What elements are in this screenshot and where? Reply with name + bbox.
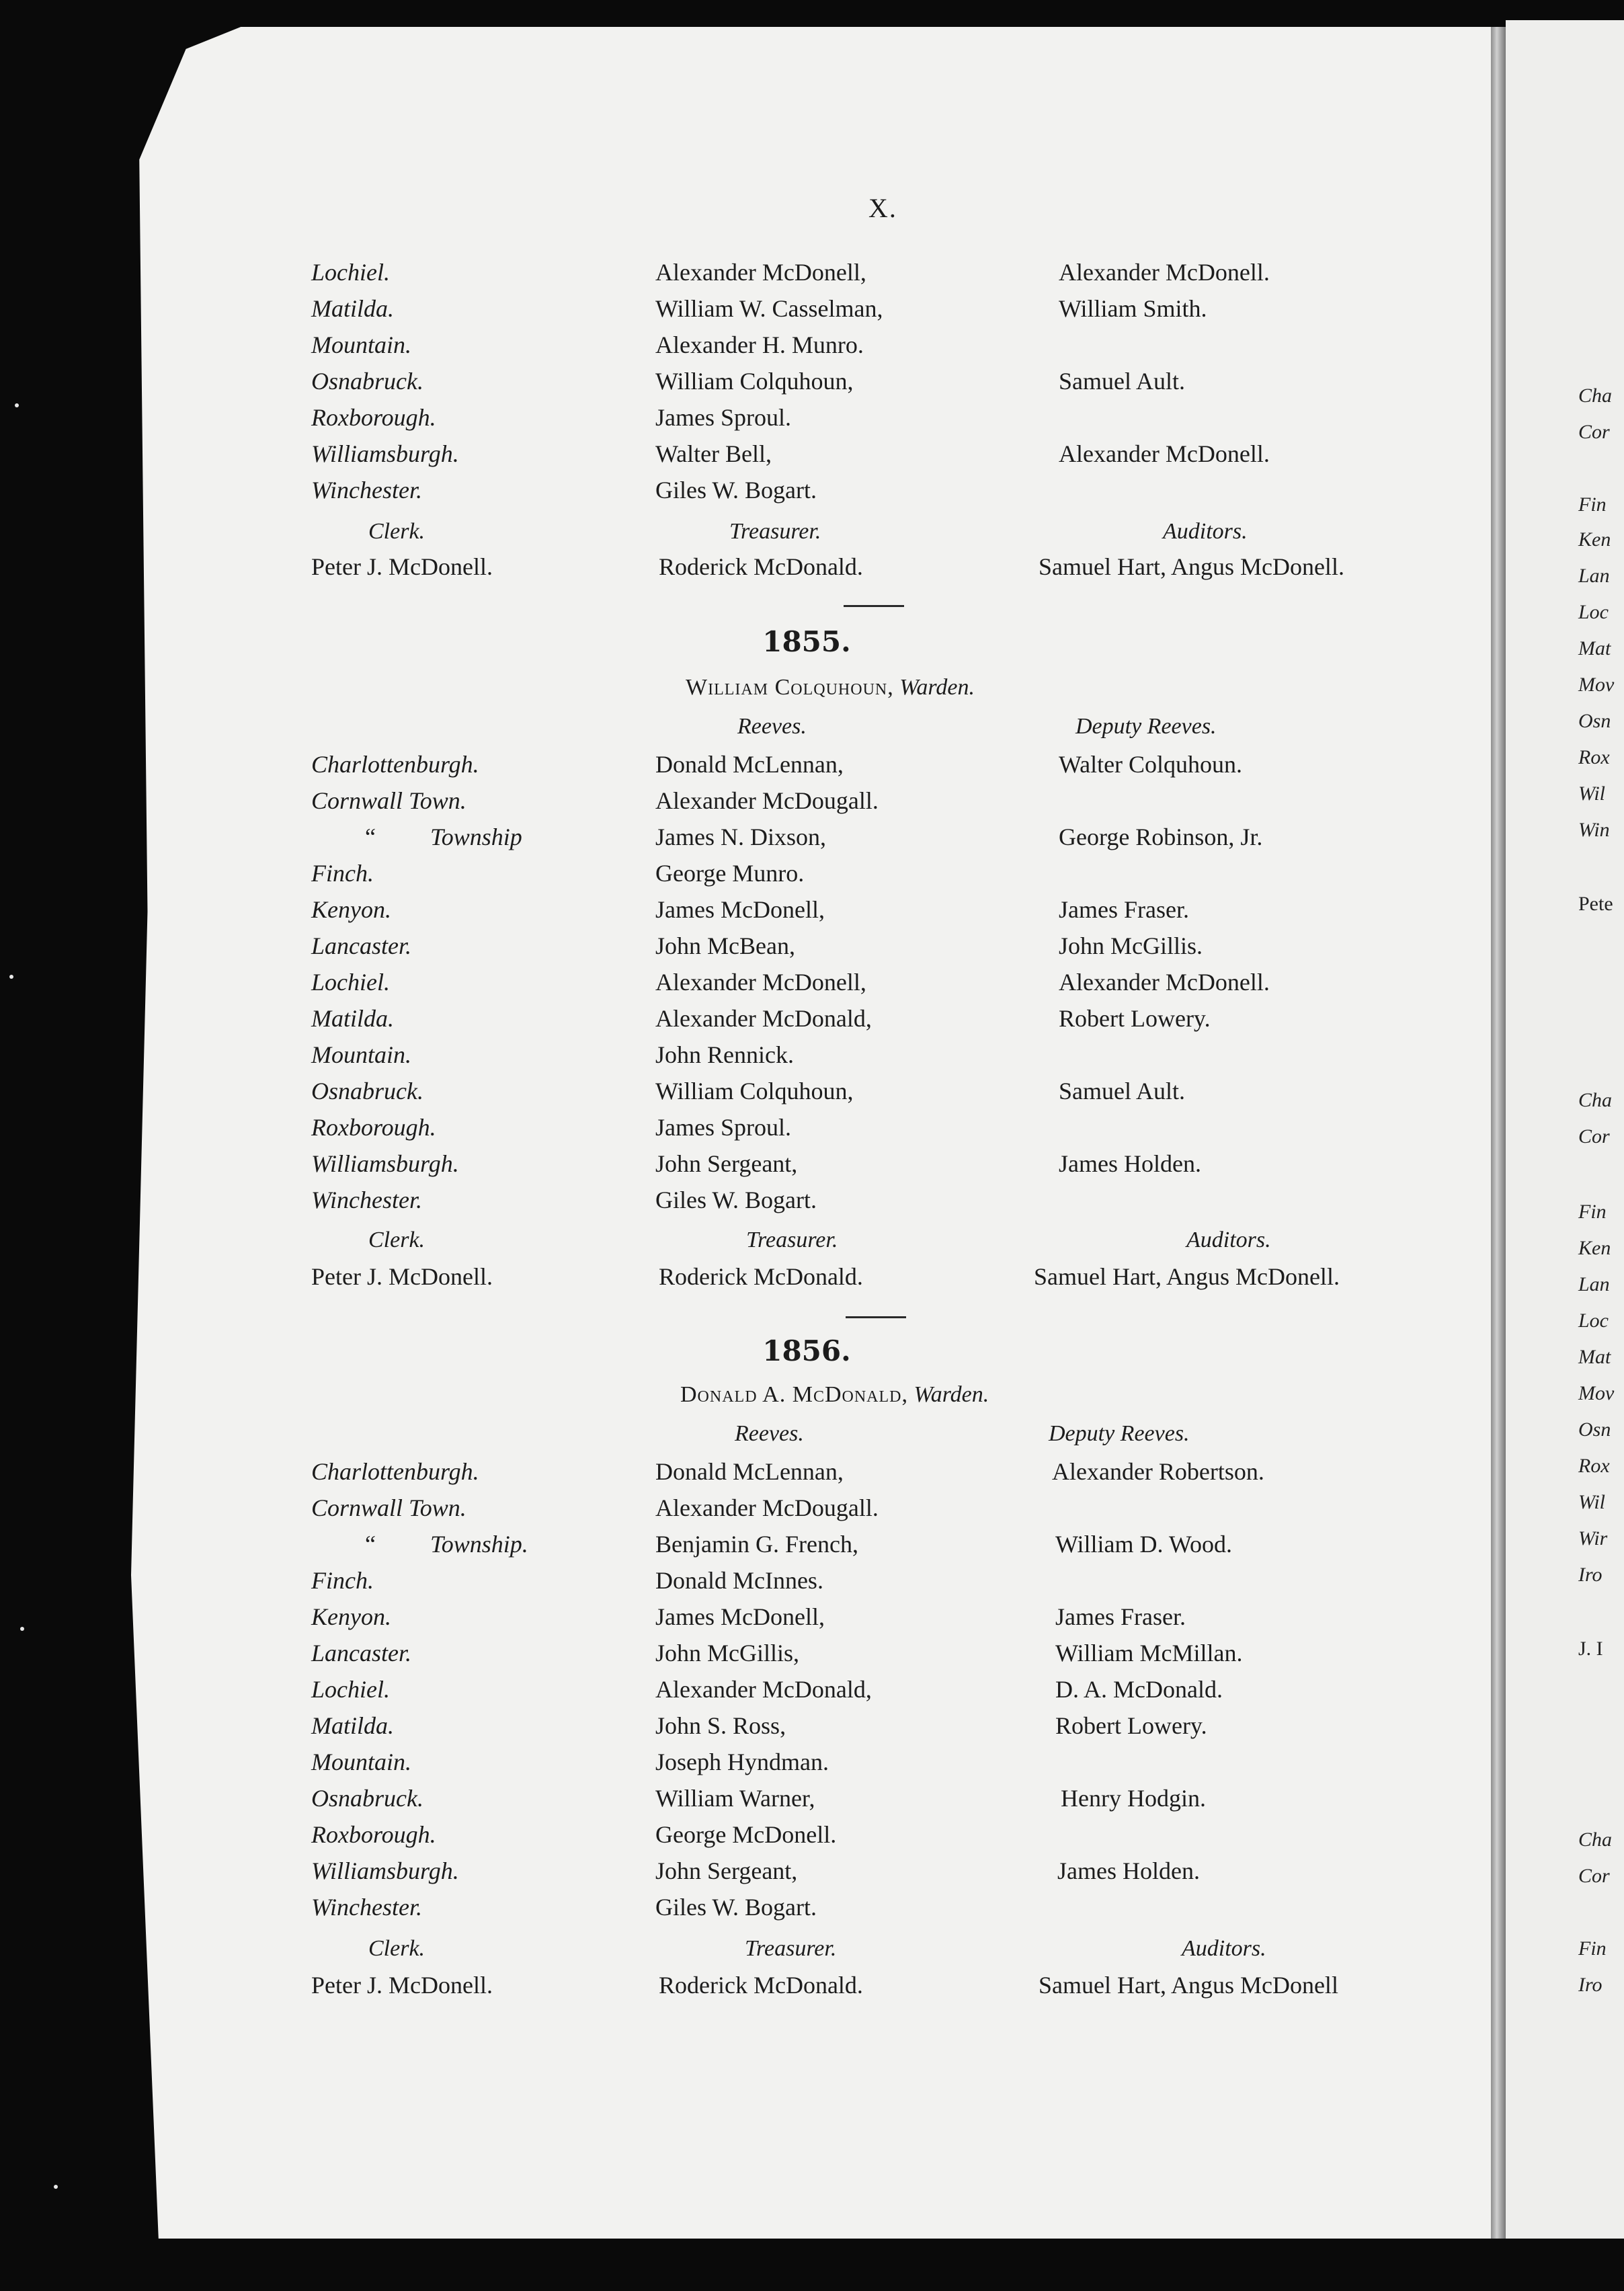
reeve-name: John Sergeant, [655,1150,798,1177]
clerk-name: Peter J. McDonell. [311,1972,493,1999]
reeve-name: Alexander H. Munro. [655,331,864,358]
warden-name: William Colquhoun, [686,675,894,700]
treasurer-name: Roderick McDonald. [659,1263,863,1290]
table-row [0,1457,1506,1494]
reeves-heading: Reeves. [735,1421,804,1446]
township-name: Williamsburgh. [311,440,459,467]
treasurer-heading: Treasurer. [745,1936,837,1961]
fragment-text: Mov [1578,674,1615,696]
table-row [0,1530,1506,1566]
reeve-name: John McGillis, [655,1640,800,1666]
fragment-text: Cor [1578,421,1610,443]
reeve-name: George McDonell. [655,1821,837,1848]
deputy-reeve-name: Alexander Robertson. [1052,1458,1264,1485]
table-row [0,932,1506,968]
fragment-text: Pete [1578,893,1613,915]
table-row [0,1675,1506,1712]
township-name: Osnabruck. [311,368,423,395]
officer-headings [0,1936,1506,1972]
reeve-name: William Warner, [655,1785,815,1812]
deputy-reeve-name: Robert Lowery. [1059,1005,1211,1032]
fragment-text: Mat [1578,637,1611,659]
treasurer-heading: Treasurer. [729,519,821,544]
table-row [0,1077,1506,1113]
township-name: Charlottenburgh. [311,1458,479,1485]
reeve-name: William W. Casselman, [655,295,883,322]
fragment-text: Cha [1578,1828,1613,1851]
township-name: Lochiel. [311,259,390,286]
fragment-text: Mat [1578,1346,1611,1368]
table-row [0,476,1506,512]
table-row [0,750,1506,787]
fragment-text: Fin [1578,1201,1607,1223]
table-row [0,895,1506,932]
fragment-text: Fin [1578,493,1607,516]
township-name: Matilda. [311,1005,394,1032]
fragment-text: Osn [1578,1418,1611,1441]
reeve-name: Giles W. Bogart. [655,1894,817,1921]
reeve-name: Giles W. Bogart. [655,477,817,504]
township-name: Cornwall Town. [311,1494,466,1521]
deputy-reeve-name: D. A. McDonald. [1055,1676,1223,1703]
officer-names [0,1971,1506,2007]
reeve-name: Alexander McDonald, [655,1005,872,1032]
fragment-text: Fin [1578,1937,1607,1960]
scan-speck [9,975,13,979]
warden-title: Warden. [899,675,975,700]
deputy-reeve-name: Samuel Ault. [1059,368,1185,395]
table-row [0,1186,1506,1222]
township-name: Osnabruck. [311,1785,423,1812]
clerk-name: Peter J. McDonell. [311,1263,493,1290]
township-name: Kenyon. [311,1603,391,1630]
reeve-name: Alexander McDonell, [655,969,866,996]
table-row [0,787,1506,823]
warden-name: Donald A. McDonald, [680,1382,909,1407]
reeve-name: James Sproul. [655,1114,791,1141]
reeve-name: William Colquhoun, [655,368,854,395]
reeve-name: Donald McLennan, [655,1458,844,1485]
township-name: Matilda. [311,1712,394,1739]
township-name: Lochiel. [311,1676,390,1703]
fragment-text: Wir [1578,1527,1608,1550]
warden-line [686,675,975,700]
township-name: Osnabruck. [311,1078,423,1104]
township-name: Roxborough. [311,1114,436,1141]
fragment-text: Rox [1578,1455,1610,1477]
column-headings [0,1421,1506,1457]
auditors-heading: Auditors. [1163,519,1248,544]
township-name: Winchester. [311,1894,422,1921]
table-row [0,367,1506,403]
clerk-name: Peter J. McDonell. [311,553,493,580]
year-heading: 1855. [762,625,851,658]
table-row [0,1566,1506,1603]
ditto-mark: “ [365,823,376,850]
auditors-heading: Auditors. [1186,1228,1271,1252]
reeve-name: Donald McInnes. [655,1567,823,1594]
township-name: Township. [430,1531,528,1558]
table-row [0,1150,1506,1186]
fragment-text: Loc [1578,1310,1609,1332]
township-name: Finch. [311,1567,374,1594]
reeve-name: James N. Dixson, [655,823,826,850]
officer-names [0,1262,1506,1299]
fragment-text: Osn [1578,710,1611,732]
ditto-mark: “ [365,1531,376,1558]
treasurer-name: Roderick McDonald. [659,1972,863,1999]
warden-title: Warden. [914,1382,989,1407]
township-name: Mountain. [311,1749,411,1775]
auditors-names: Samuel Hart, Angus McDonell [1039,1972,1338,1999]
fragment-text: Cha [1578,1089,1613,1111]
reeve-name: James Sproul. [655,404,791,431]
officer-headings [0,1228,1506,1264]
reeve-name: James McDonell, [655,1603,825,1630]
fragment-text: Lan [1578,1273,1610,1295]
reeve-name: John Sergeant, [655,1857,798,1884]
officer-headings [0,519,1506,555]
township-name: Williamsburgh. [311,1150,459,1177]
table-row [0,1639,1506,1675]
township-name: Lancaster. [311,932,412,959]
deputy-reeve-name: Walter Colquhoun. [1059,751,1243,778]
reeve-name: Giles W. Bogart. [655,1187,817,1213]
fragment-text: Ken [1578,1237,1611,1259]
deputy-reeve-name: Alexander McDonell. [1059,440,1270,467]
reeve-name: Alexander McDonald, [655,1676,872,1703]
fragment-text: Wil [1578,1491,1606,1513]
deputy-reeve-name: John McGillis. [1059,932,1203,959]
deputy-reeve-name: William D. Wood. [1055,1531,1232,1558]
fragment-text: Iro [1578,1564,1602,1586]
deputy-reeve-name: Robert Lowery. [1055,1712,1207,1739]
township-name: Charlottenburgh. [311,751,479,778]
year-heading: 1856. [762,1334,851,1367]
table-row [0,1004,1506,1041]
reeve-name: Benjamin G. French, [655,1531,858,1558]
auditors-heading: Auditors. [1182,1936,1266,1961]
scan-speck [15,403,19,407]
deputy-reeve-name: William McMillan. [1055,1640,1243,1666]
table-row [0,1893,1506,1929]
township-name: Matilda. [311,295,394,322]
table-row [0,258,1506,294]
township-name: Lancaster. [311,1640,412,1666]
reeve-name: John S. Ross, [655,1712,786,1739]
reeve-name: George Munro. [655,860,805,887]
table-row [0,1041,1506,1077]
reeve-name: John McBean, [655,932,795,959]
clerk-heading: Clerk. [368,1228,425,1252]
fragment-text: Cha [1578,385,1613,407]
reeve-name: Alexander McDonell, [655,259,866,286]
fragment-text: Win [1578,819,1610,841]
fragment-text: Ken [1578,528,1611,551]
deputy-reeve-name: George Robinson, Jr. [1059,823,1263,850]
table-row [0,294,1506,331]
warden-line [680,1382,989,1408]
scan-speck [20,1627,24,1631]
table-row [0,968,1506,1004]
page-number: X. [868,193,897,223]
township-name: Township [430,823,522,850]
fragment-text: Wil [1578,782,1606,805]
section-divider [846,1316,906,1318]
table-row [0,1113,1506,1150]
township-name: Mountain. [311,1041,411,1068]
deputy-reeve-name: James Holden. [1057,1857,1200,1884]
deputy-reeve-name: Henry Hodgin. [1061,1785,1206,1812]
reeve-name: Alexander McDougall. [655,1494,879,1521]
table-row [0,859,1506,895]
fragment-text: Lan [1578,565,1610,587]
scan-speck [54,2185,58,2189]
table-row [0,1712,1506,1748]
column-headings [0,714,1506,750]
clerk-heading: Clerk. [368,519,425,544]
reeve-name: John Rennick. [655,1041,794,1068]
township-name: Roxborough. [311,404,436,431]
fragment-text: Rox [1578,746,1610,768]
fragment-text: Iro [1578,1974,1602,1996]
table-row [0,331,1506,367]
table-row [0,1857,1506,1893]
deputy-reeves-heading: Deputy Reeves. [1049,1421,1190,1446]
township-name: Williamsburgh. [311,1857,459,1884]
deputy-reeve-name: James Fraser. [1055,1603,1186,1630]
township-name: Kenyon. [311,896,391,923]
section-divider [844,605,904,607]
township-name: Roxborough. [311,1821,436,1848]
auditors-names: Samuel Hart, Angus McDonell. [1039,553,1344,580]
deputy-reeve-name: James Fraser. [1059,896,1189,923]
deputy-reeve-name: Samuel Ault. [1059,1078,1185,1104]
officer-names [0,553,1506,589]
reeve-name: Walter Bell, [655,440,772,467]
reeves-heading: Reeves. [737,714,807,739]
table-row [0,440,1506,476]
deputy-reeve-name: Alexander McDonell. [1059,259,1270,286]
auditors-names: Samuel Hart, Angus McDonell. [1034,1263,1340,1290]
reeve-name: Donald McLennan, [655,751,844,778]
township-name: Finch. [311,860,374,887]
table-row [0,403,1506,440]
table-row [0,1603,1506,1639]
fragment-text: Cor [1578,1865,1610,1887]
deputy-reeves-heading: Deputy Reeves. [1075,714,1217,739]
fragment-text: Loc [1578,601,1609,623]
table-row [0,823,1506,859]
deputy-reeve-name: William Smith. [1059,295,1207,322]
table-row [0,1784,1506,1820]
reeve-name: Alexander McDougall. [655,787,879,814]
treasurer-name: Roderick McDonald. [659,553,863,580]
township-name: Winchester. [311,1187,422,1213]
fragment-text: Mov [1578,1382,1615,1404]
table-row [0,1494,1506,1530]
reeve-name: Joseph Hyndman. [655,1749,829,1775]
clerk-heading: Clerk. [368,1936,425,1961]
township-name: Lochiel. [311,969,390,996]
township-name: Mountain. [311,331,411,358]
township-name: Cornwall Town. [311,787,466,814]
table-row [0,1748,1506,1784]
township-name: Winchester. [311,477,422,504]
fragment-text: Cor [1578,1125,1610,1148]
deputy-reeve-name: James Holden. [1059,1150,1201,1177]
treasurer-heading: Treasurer. [746,1228,838,1252]
table-row [0,1820,1506,1857]
fragment-text: J. I [1578,1638,1603,1660]
reeve-name: James McDonell, [655,896,825,923]
deputy-reeve-name: Alexander McDonell. [1059,969,1270,996]
reeve-name: William Colquhoun, [655,1078,854,1104]
